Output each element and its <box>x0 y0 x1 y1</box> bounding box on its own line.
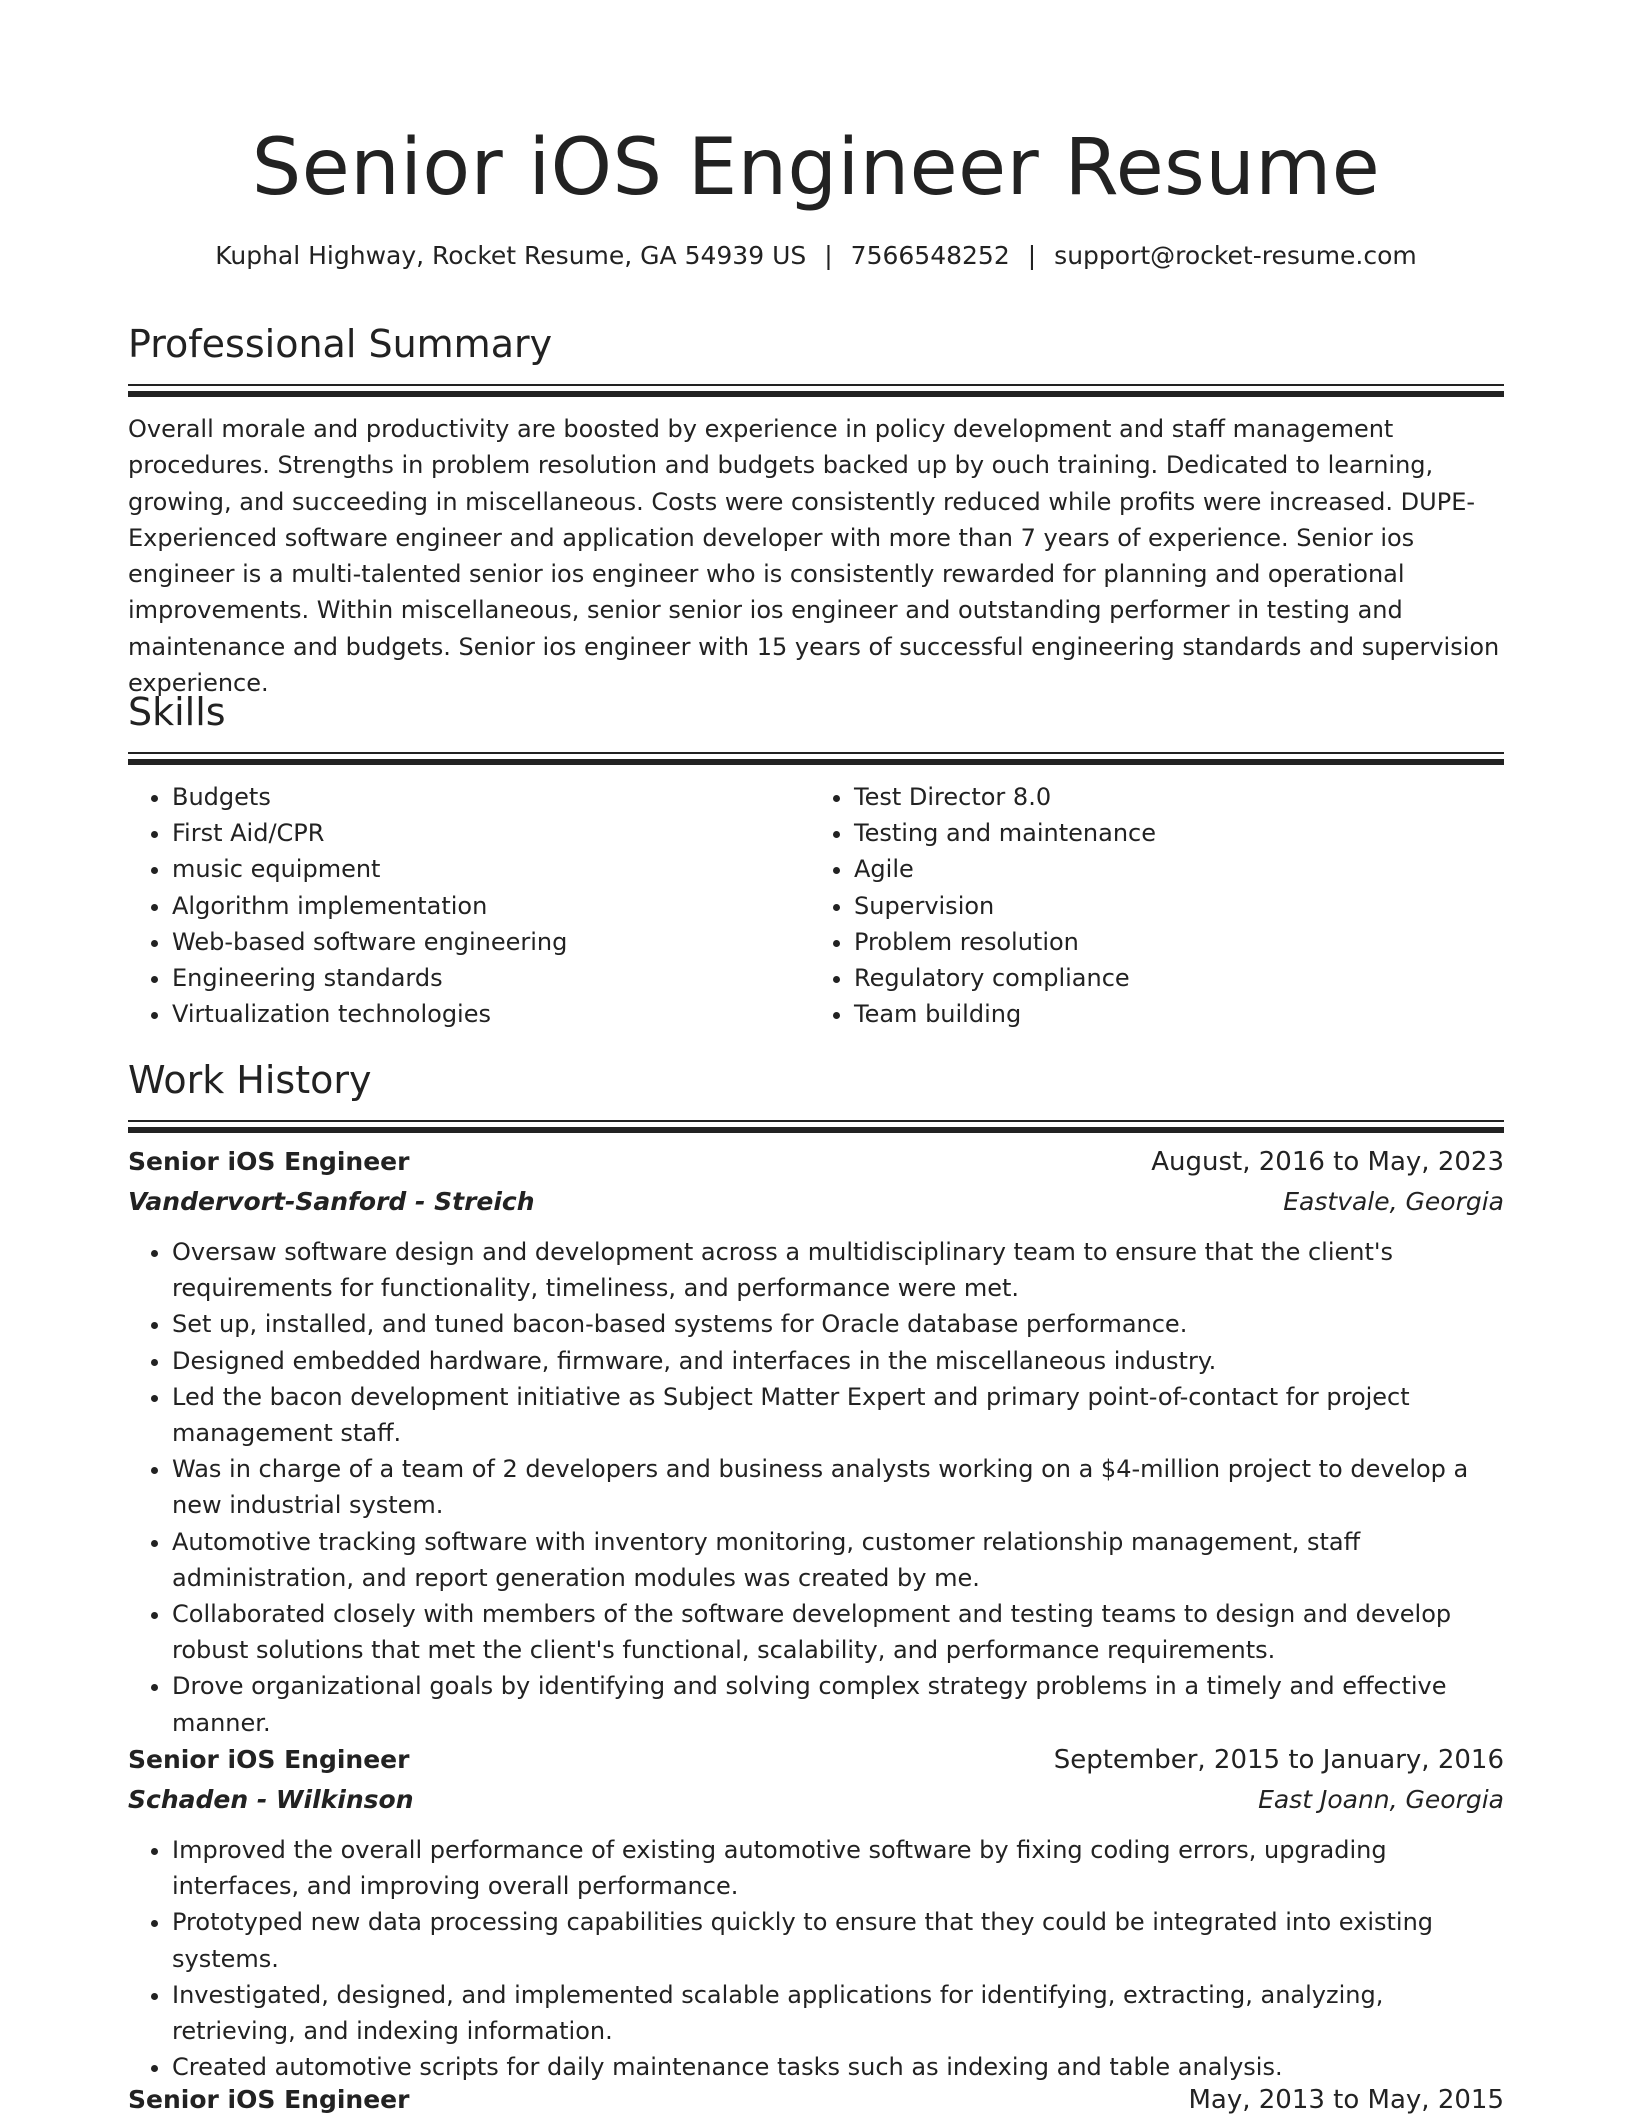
section-divider-thick <box>128 391 1504 397</box>
section-divider-thick <box>128 1127 1504 1133</box>
job-header-row <box>128 2080 1504 2120</box>
summary-heading: Professional Summary <box>128 322 553 366</box>
skill-item: • Team building <box>854 996 1488 1032</box>
skills-heading: Skills <box>128 690 226 734</box>
job-bullet: • Designed embedded hardware, firmware, and interfaces in the miscellaneous industry. <box>172 1343 1504 1379</box>
contact-phone: 7566548252 <box>850 241 1010 270</box>
section-divider <box>128 752 1504 754</box>
job-bullet: • Collaborated closely with members of the software development and testing teams to design and develop robust solutions that met the client's functional, scalability, and performance requirements. <box>172 1596 1504 1668</box>
job-bullet: • Set up, installed, and tuned bacon-based systems for Oracle database performance. <box>172 1306 1504 1342</box>
section-divider <box>128 1120 1504 1122</box>
skill-item: • Problem resolution <box>854 924 1488 960</box>
job-bullet: • Investigated, designed, and implemented scalable applications for identifying, extracting, analyzing, retrieving, and indexing information. <box>172 1977 1504 2049</box>
job-dates: May, 2013 to May, 2015 <box>1188 2085 1504 2115</box>
job-bullet: • Was in charge of a team of 2 developers and business analysts working on a $4-million project to develop a new industrial system. <box>172 1451 1504 1523</box>
job-entry <box>128 2080 1504 2120</box>
skill-item: • Web-based software engineering <box>172 924 806 960</box>
job-company: Schaden - Wilkinson <box>128 1785 414 1814</box>
skill-item: • Regulatory compliance <box>854 960 1488 996</box>
work-history-section <box>128 1054 1504 1133</box>
job-dates: September, 2015 to January, 2016 <box>1053 1745 1504 1775</box>
job-location: East Joann, Georgia <box>1258 1785 1504 1814</box>
skill-item: • Agile <box>854 851 1488 887</box>
job-bullet: • Prototyped new data processing capabilities quickly to ensure that they could be integrated into existing systems. <box>172 1904 1504 1976</box>
job-bullet: • Led the bacon development initiative as Subject Matter Expert and primary point-of-contact for project management staff. <box>172 1379 1504 1451</box>
contact-address: Kuphal Highway, Rocket Resume, GA 54939 US <box>215 241 807 270</box>
skill-item: • music equipment <box>172 851 806 887</box>
job-title: Senior iOS Engineer <box>128 2085 410 2114</box>
job-bullet: • Improved the overall performance of existing automotive software by fixing coding errors, upgrading interfaces, and improving overall performance. <box>172 1832 1504 1904</box>
skill-item: • Virtualization technologies <box>172 996 806 1032</box>
job-header-row <box>128 1142 1504 1182</box>
skill-item: • Test Director 8.0 <box>854 779 1488 815</box>
section-divider <box>128 384 1504 386</box>
skills-section <box>128 686 1504 1032</box>
job-bullets <box>128 1234 1504 1741</box>
job-entry <box>128 1740 1504 2085</box>
job-header-row <box>128 1740 1504 1780</box>
summary-text: Overall morale and productivity are boosted by experience in policy development and staff management procedures. Strengths in problem resolution and budgets backed up by ouch training. Dedicated to learning, growing, and succeeding in miscellaneous. Costs were consistently reduced while profits were increased. DUPE- Experienced software engineer and application developer with more than 7 years of experience. Senior ios engineer is a multi-talented senior ios engineer who is consistently rewarded for planning and operational improvements. Within miscellaneous, senior senior ios engineer and outstanding performer in testing and maintenance and budgets. Senior ios engineer with 15 years of successful engineering standards and supervision experience. <box>128 415 1500 698</box>
summary-section <box>128 318 1504 701</box>
job-bullet: • Created automotive scripts for daily maintenance tasks such as indexing and table analysis. <box>172 2049 1504 2085</box>
job-location: Eastvale, Georgia <box>1283 1187 1504 1216</box>
skill-item: • Budgets <box>172 779 806 815</box>
skill-item: • Engineering standards <box>172 960 806 996</box>
skills-list-right <box>806 779 1488 1032</box>
job-entry <box>128 1142 1504 1741</box>
skills-list-left <box>128 779 806 1032</box>
job-company: Vandervort-Sanford - Streich <box>128 1187 535 1216</box>
job-title: Senior iOS Engineer <box>128 1147 410 1176</box>
skill-item: • Algorithm implementation <box>172 888 806 924</box>
skill-item: • Supervision <box>854 888 1488 924</box>
skills-columns <box>128 779 1504 1032</box>
section-divider-thick <box>128 759 1504 765</box>
job-title: Senior iOS Engineer <box>128 1745 410 1774</box>
contact-email: support@rocket-resume.com <box>1054 241 1417 270</box>
contact-separator: | <box>824 241 833 270</box>
contact-line <box>128 238 1504 274</box>
contact-separator: | <box>1027 241 1037 270</box>
job-company-row <box>128 1182 1504 1222</box>
job-bullet: • Drove organizational goals by identifying and solving complex strategy problems in a timely and effective manner. <box>172 1668 1504 1740</box>
job-company-row <box>128 1780 1504 1820</box>
job-bullet: • Automotive tracking software with inventory monitoring, customer relationship management, staff administration, and report generation modules was created by me. <box>172 1524 1504 1596</box>
work-history-heading: Work History <box>128 1058 372 1102</box>
skill-item: • First Aid/CPR <box>172 815 806 851</box>
resume-title: Senior iOS Engineer Resume <box>251 123 1381 213</box>
skill-item: • Testing and maintenance <box>854 815 1488 851</box>
job-dates: August, 2016 to May, 2023 <box>1151 1147 1504 1177</box>
job-bullets <box>128 1832 1504 2085</box>
job-bullet: • Oversaw software design and development across a multidisciplinary team to ensure that the client's requirements for functionality, timeliness, and performance were met. <box>172 1234 1504 1306</box>
